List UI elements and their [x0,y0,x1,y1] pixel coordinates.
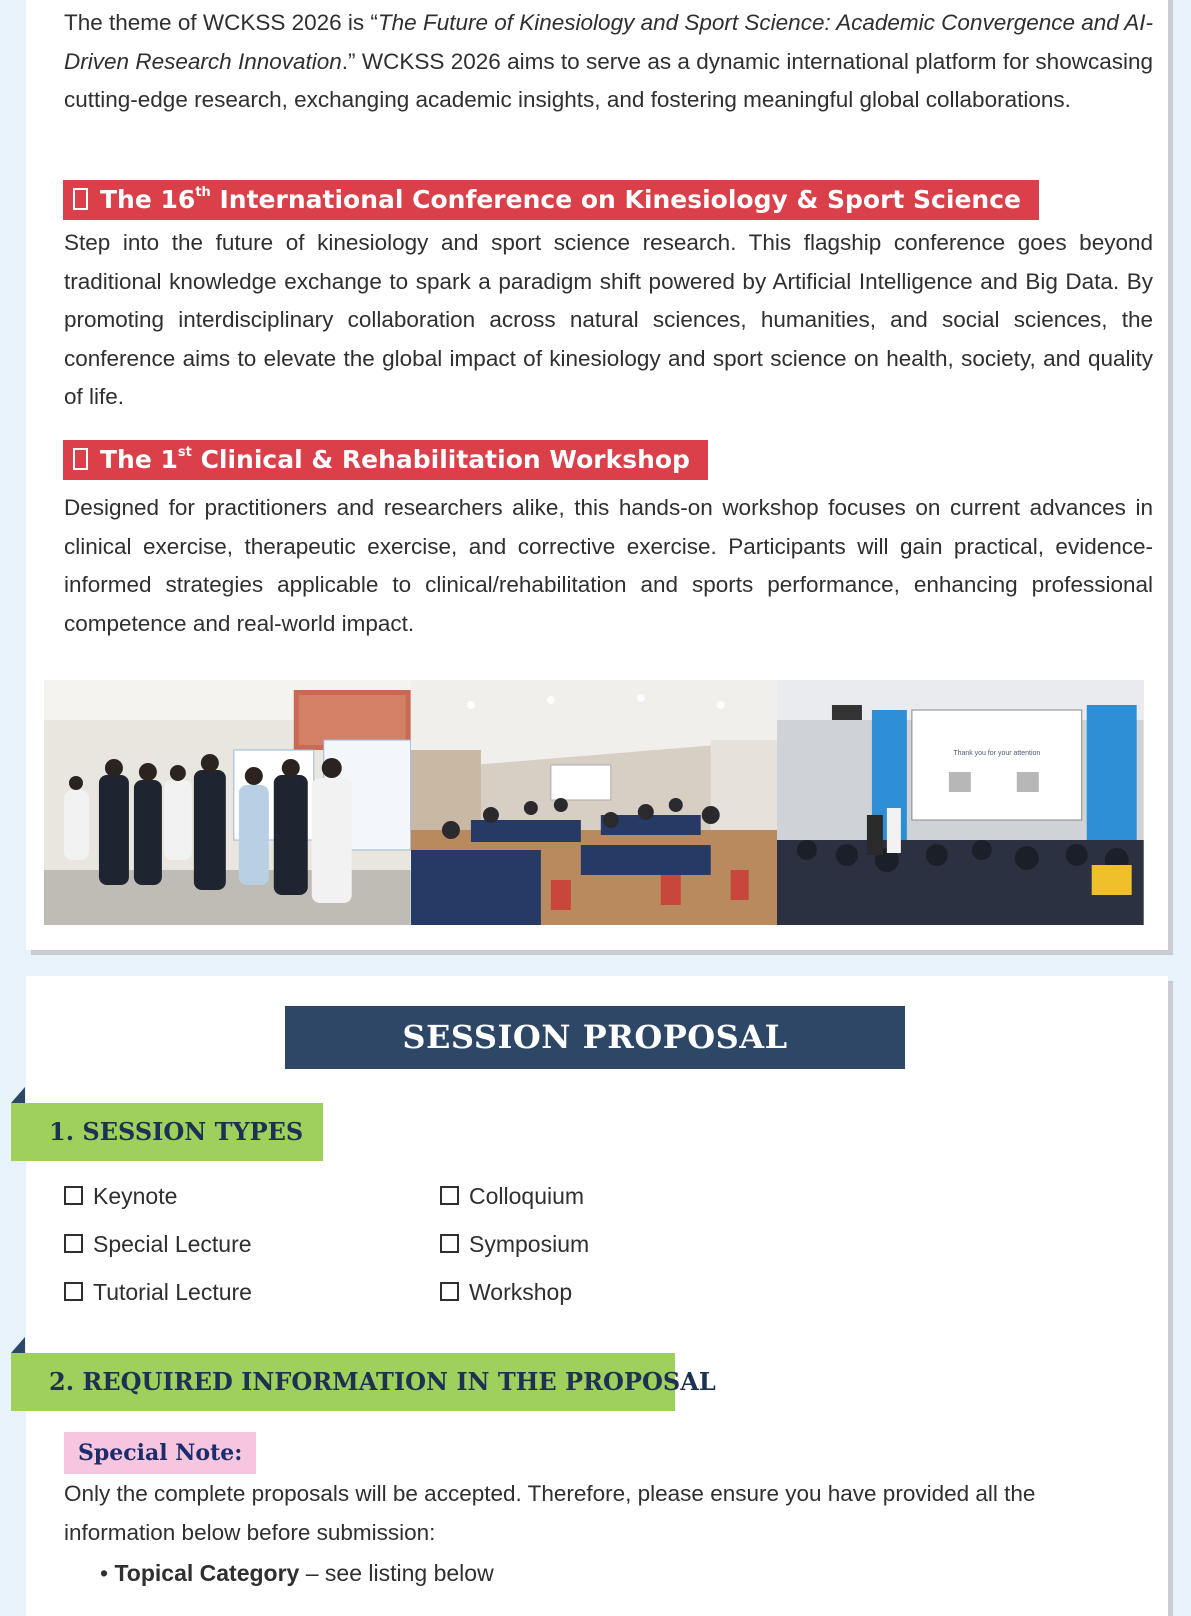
section-session-types: 1. SESSION TYPES [11,1103,323,1161]
guidelines-title: SESSION PROPOSAL GUIDELINES [285,1006,905,1069]
theme-paragraph [64,4,1153,120]
conference-description: Step into the future of kinesiology and sport science research. This flagship conference goes beyond traditional knowledge exchange to spark a paradigm shift powered by Artificial Intelligence and Big Data. By promoting interdisciplinary collaboration across natural sciences, humanities, and social sciences, the conference aims to elevate the global impact of kinesiology and sport science on health, society, and quality of life. [64,230,1153,409]
requirement-list-item: • Topical Category – see listing below [100,1560,494,1586]
checkbox-icon [64,1234,83,1253]
presentation-photo [777,680,1144,925]
session-type-option[interactable]: Colloquium [440,1178,589,1226]
checkbox-icon [64,1186,83,1205]
workshop-description: Designed for practitioners and researchers alike, this hands-on workshop focuses on current advances in clinical exercise, therapeutic exercise, and corrective exercise. Participants will gain practical, evidence-informed strategies applicable to clinical/rehabilitation and sports performance, enhancing professional competence and real-world impact. [64,495,1153,636]
checkbox-icon [64,1282,83,1301]
slide-title: Thank you for your attention [953,749,1041,758]
checkbox-icon [73,448,88,470]
session-type-option[interactable]: Symposium [440,1226,589,1274]
special-note-text: Only the complete proposals will be accepted. Therefore, please ensure you have provided all the information below before submission: [64,1481,1036,1545]
section-tab-marker [11,1337,25,1353]
conference-heading: The 16th International Conference on Kinesiology & Sport Science [63,180,1039,220]
bullet-icon: • [100,1560,109,1586]
checkbox-icon [73,188,88,210]
theme-rest: .” WCKSS 2026 aims to serve as a dynamic international platform for showcasing cutting-edge research, exchanging academic insights, and fostering meaningful global collaborations. [64,48,1153,112]
photo-strip [44,680,1144,925]
special-note-label: Special Note: [64,1432,256,1474]
lecture-hall-photo [411,680,778,925]
poster-session-photo [44,680,411,925]
session-type-option[interactable]: Tutorial Lecture [64,1274,252,1322]
checkbox-icon [440,1234,459,1253]
checkbox-icon [440,1282,459,1301]
checkbox-icon [440,1186,459,1205]
session-types-right [440,1178,589,1322]
workshop-heading: The 1st Clinical & Rehabilitation Workshop [63,440,708,480]
theme-title: The Future of Kinesiology and Sport Science: Academic Convergence and AI-Driven Research Innovation [64,10,1153,74]
section-required-info: 2. REQUIRED INFORMATION IN THE PROPOSAL [11,1353,675,1411]
section-tab-marker [11,1087,25,1103]
session-type-option[interactable]: Special Lecture [64,1226,252,1274]
session-type-option[interactable]: Keynote [64,1178,252,1226]
theme-lead: The theme of WCKSS 2026 is “ [64,10,378,35]
session-types-left [64,1178,252,1322]
session-type-option[interactable]: Workshop [440,1274,589,1322]
